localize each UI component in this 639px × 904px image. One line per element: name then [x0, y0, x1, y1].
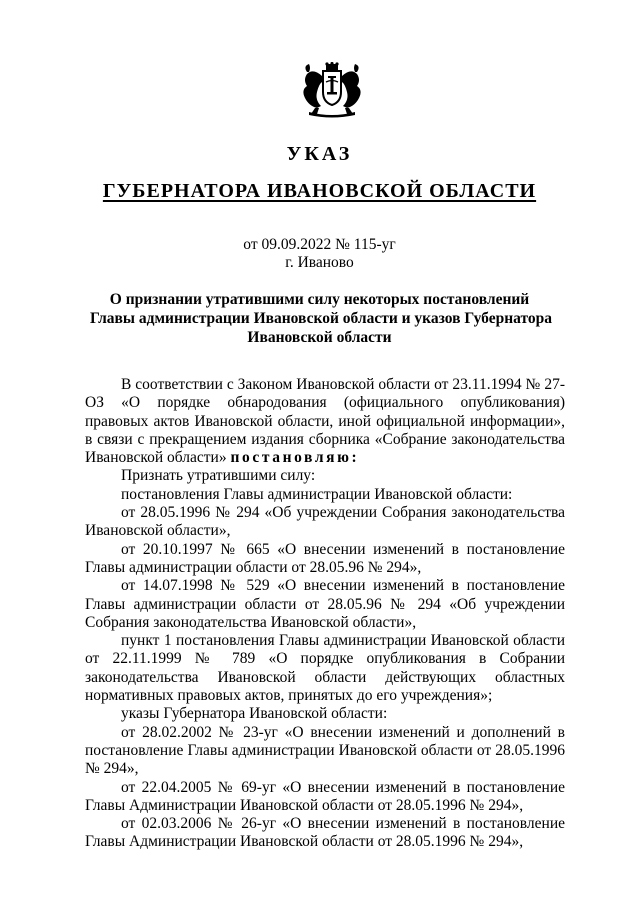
document-date-number: от 09.09.2022 № 115-уг: [243, 236, 396, 253]
issuer-heading: [0, 179, 639, 203]
preamble-paragraph: [85, 376, 565, 467]
body-paragraph: указы Губернатора Ивановской области:: [121, 705, 388, 723]
body-paragraph: от 28.05.1996 № 294 «Об учреждении Собрания законодательства Ивановской области»,: [85, 504, 565, 540]
document-body: [85, 376, 565, 852]
body-paragraph: от 22.04.2005 № 69-уг «О внесении изменений в постановление Главы Администрации Ивановской области от 28.05.1996 № 294»,: [85, 778, 565, 814]
document-type-heading: УКАЗ: [286, 143, 353, 165]
body-paragraph: от 28.02.2002 № 23-уг «О внесении изменений и дополнений в постановление Главы администрации Ивановской области от 28.05.1996 № 294»,: [85, 723, 565, 778]
document-city: г. Иваново: [285, 254, 354, 271]
decree-word: постановляю:: [230, 449, 360, 467]
body-paragraph: от 14.07.1998 № 529 «О внесении изменений в постановление Главы администрации области от 28.05.96 № 294 «Об учреждении Собрания законодательства Ивановской области»,: [85, 577, 565, 631]
body-paragraph: от 20.10.1997 № 665 «О внесении изменений в постановление Главы администрации области от 28.05.96 № 294»,: [85, 540, 565, 576]
document-title-line: Ивановской области: [247, 329, 392, 346]
document-title-line: Главы администрации Ивановской области и указов Губернатора: [90, 310, 553, 327]
body-paragraph: постановления Главы администрации Ивановской области:: [121, 485, 513, 503]
body-paragraph: Признать утратившими силу:: [121, 467, 316, 485]
document-title-line: О признании утратившими силу некоторых постановлений: [109, 291, 530, 308]
body-paragraph: от 02.03.2006 № 26-уг «О внесении изменений в постановление Главы Администрации Ивановской области от 28.05.1996 № 294»,: [85, 815, 565, 851]
issuer-heading-text: ГУБЕРНАТОРА ИВАНОВСКОЙ ОБЛАСТИ: [102, 180, 537, 202]
coat-of-arms-emblem: [295, 62, 369, 118]
body-paragraph: пункт 1 постановления Главы администрации Ивановской области от 22.11.1999 № 789 «О порядке опубликования в Собрании законодательства Ивановской области действующих областных нормативных правовых актов, принятых до его учреждения»;: [85, 632, 565, 705]
preamble-text: В соответствии с Законом Ивановской области от 23.11.1994 № 27-ОЗ «О порядке обнародования (официального опубликования) правовых актов Ивановской области, иной официальной информации», в связи с прекращением издания сборника «Собрание законодательства Ивановской области»: [85, 376, 565, 467]
document-title: [90, 290, 553, 347]
